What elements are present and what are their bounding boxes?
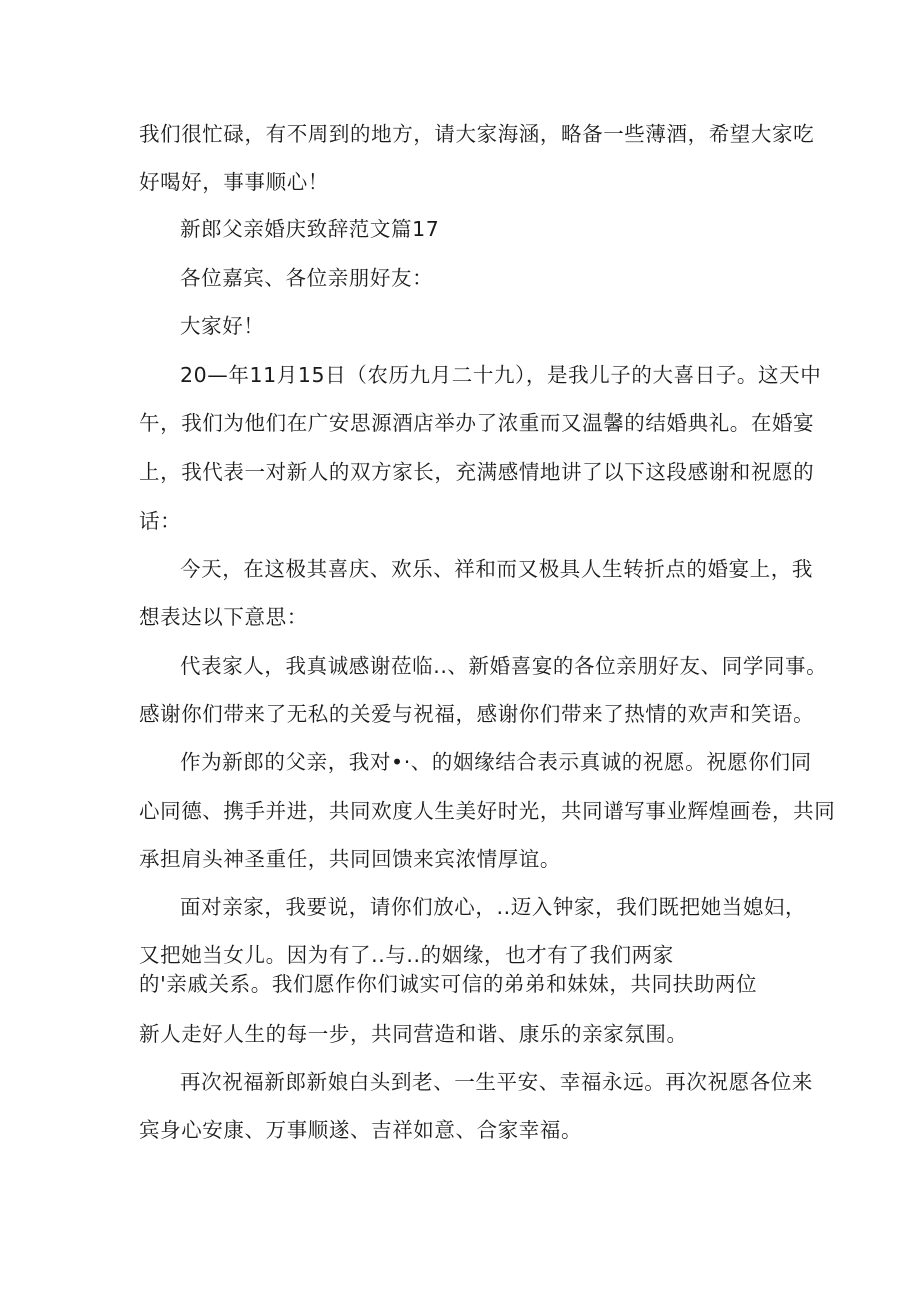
text-line: 宾身心安康、万事顺遂、吉祥如意、合家幸福。: [139, 1118, 583, 1142]
text-line: 承担肩头神圣重任，共同回馈来宾浓情厚谊。: [139, 847, 561, 871]
text-line: 今天，在这极其喜庆、欢乐、祥和而又极具人生转折点的婚宴上，我: [180, 557, 813, 581]
text-line: 话：: [139, 509, 182, 533]
text-line: 面对亲家，我要说，请你们放心，..迈入钟家，我们既把她当媳妇，: [180, 895, 807, 919]
text-line: 我们很忙碌，有不周到的地方，请大家海涵，略备一些薄酒，希望大家吃: [139, 122, 815, 146]
text-line: 心同德、携手并进，共同欢度人生美好时光，共同谱写事业辉煌画卷，共同: [139, 799, 836, 823]
text-line: 感谢你们带来了无私的关爱与祝福，感谢你们带来了热情的欢声和笑语。: [139, 702, 815, 726]
text-line: 20—年11月15日（农历九月二十九），是我儿子的大喜日子。这天中: [180, 363, 822, 387]
text-line: 作为新郎的父亲，我对•·、的姻缘结合表示真诚的祝愿。祝愿你们同: [180, 750, 812, 774]
text-line: 新人走好人生的每一步，共同营造和谐、康乐的亲家氛围。: [139, 1022, 688, 1046]
text-line: 代表家人，我真诚感谢莅临..、新婚喜宴的各位亲朋好友、同学同事。: [180, 654, 828, 678]
text-line: 再次祝福新郎新娘白头到老、一生平安、幸福永远。再次祝愿各位来: [180, 1070, 813, 1094]
text-line: 好喝好，事事顺心！: [139, 170, 329, 194]
text-line: 又把她当女儿。因为有了..与..的姻缘，也才有了我们两家: [139, 943, 674, 967]
text-line: 上，我代表一对新人的双方家长，充满感情地讲了以下这段感谢和祝愿的: [139, 460, 815, 484]
salutation: 各位嘉宾、各位亲朋好友：: [180, 266, 434, 290]
text-line: 的'亲戚关系。我们愿作你们诚实可信的弟弟和妹妹，共同扶助两位: [139, 972, 758, 996]
greeting: 大家好！: [180, 314, 265, 338]
text-line: 午，我们为他们在广安思源酒店举办了浓重而又温馨的结婚典礼。在婚宴: [139, 411, 815, 435]
text-line: 想表达以下意思：: [139, 605, 308, 629]
section-heading: 新郎父亲婚庆致辞范文篇17: [180, 217, 440, 241]
